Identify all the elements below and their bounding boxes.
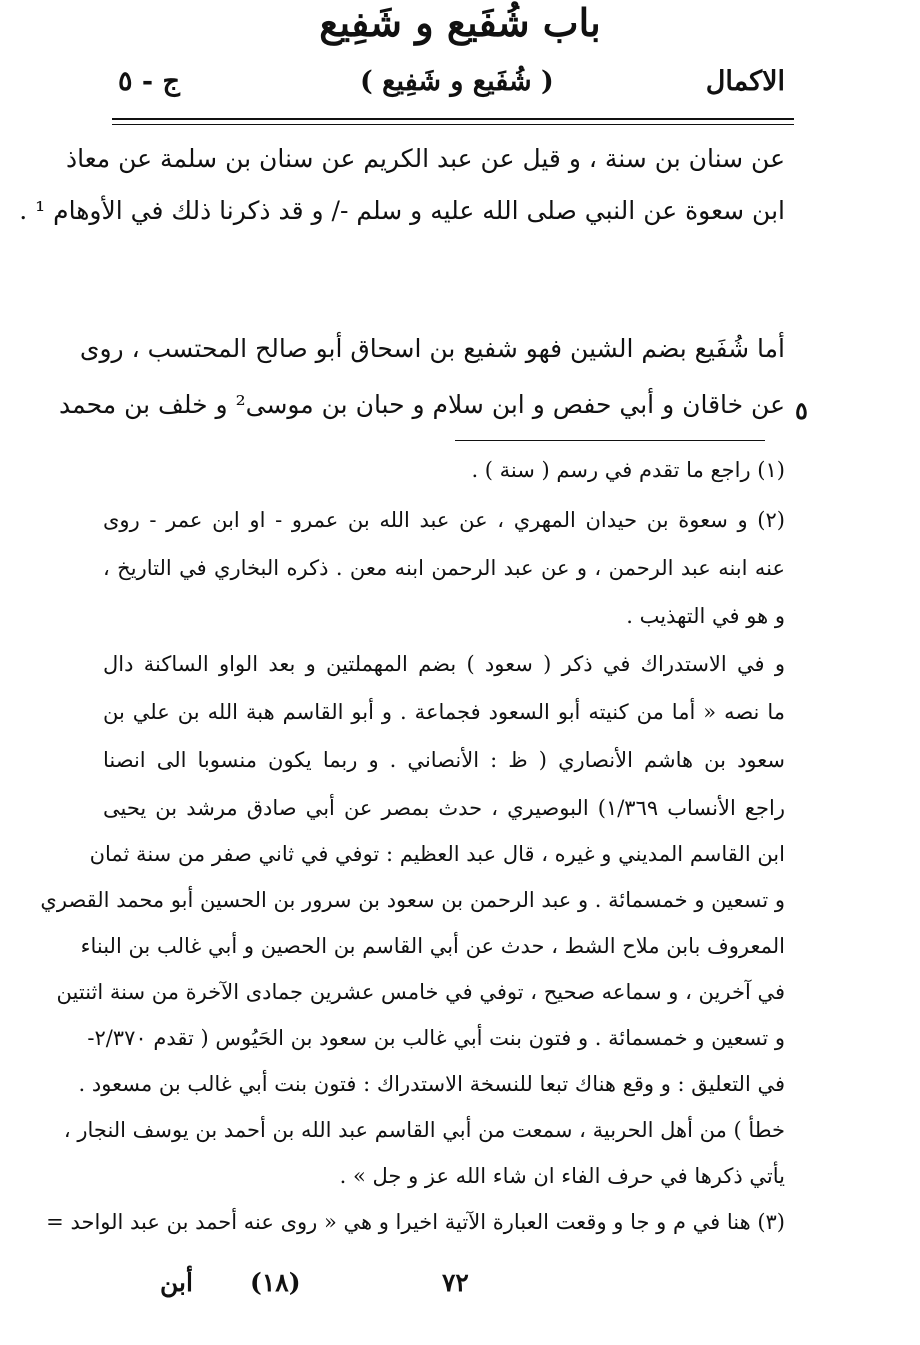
running-header-book-title: الاكمال bbox=[705, 66, 785, 97]
footnote-line: و في الاستدراك في ذكر ( سعود ) بضم المهملتين و بعد الواو الساكنة دال bbox=[103, 652, 785, 676]
footnote-line: (٢) و سعوة بن حيدان المهري ، عن عبد الله بن عمرو - او ابن عمر - روى bbox=[103, 508, 785, 532]
footnote-line: في التعليق : و وقع هناك تبعا للنسخة الاستدراك : فتون بنت أبي غالب بن مسعود . bbox=[78, 1072, 785, 1096]
body-text-line: عن سنان بن سنة ، و قيل عن عبد الكريم عن سنان بن سلمة عن معاذ bbox=[66, 144, 785, 173]
footnote-line: راجع الأنساب ١/٣٦٩) البوصيري ، حدث بمصر عن أبي صادق مرشد بن يحيى bbox=[103, 796, 785, 820]
footnote-line: خطأ ) من أهل الحربية ، سمعت من أبي القاسم عبد الله بن أحمد بن يوسف النجار ، bbox=[63, 1118, 785, 1142]
margin-line-number: ٥ bbox=[795, 396, 808, 425]
footnote-line: و تسعين و خمسمائة . و عبد الرحمن بن سعود بن سرور بن الحسين أبو محمد القصري bbox=[40, 888, 785, 912]
chapter-heading: باب شُفَيع و شَفِيع bbox=[319, 0, 601, 45]
footnote-line: و هو في التهذيب . bbox=[626, 604, 785, 628]
footnote-line: (١) راجع ما تقدم في رسم ( سنة ) . bbox=[471, 458, 785, 482]
footnote-line: (٣) هنا في م و جا و وقعت العبارة الآتية اخيرا و هي « روى عنه أحمد بن عبد الواحد = bbox=[46, 1210, 785, 1234]
body-text-line: ابن سعوة عن النبي صلى الله عليه و سلم -/ و قد ذكرنا ذلك في الأوهام ¹ . bbox=[19, 196, 785, 225]
signature-mark: (١٨) bbox=[250, 1268, 301, 1297]
footnote-line: في آخرين ، و سماعه صحيح ، توفي في خامس عشرين جمادى الآخرة من سنة اثنتين bbox=[56, 980, 785, 1004]
body-text-line: عن خاقان و أبي حفص و ابن سلام و حبان بن موسى² و خلف بن محمد bbox=[59, 390, 785, 419]
footnote-line: يأتي ذكرها في حرف الفاء ان شاء الله عز و جل » . bbox=[339, 1164, 785, 1188]
body-text-line: أما شُفَيع بضم الشين فهو شفيع بن اسحاق أبو صالح المحتسب ، روى bbox=[79, 334, 785, 363]
running-header-volume: ج - ٥ bbox=[118, 66, 180, 97]
page-number: ٧٢ bbox=[442, 1268, 469, 1297]
header-rule-thick bbox=[112, 118, 794, 120]
footnote-separator bbox=[455, 440, 765, 441]
footnote-line: عنه ابنه عبد الرحمن ، و عن عبد الرحمن ابنه معن . ذكره البخاري في التاريخ ، bbox=[103, 556, 785, 580]
header-rule-thin bbox=[112, 124, 794, 125]
footnote-line: ما نصه « أما من كنيته أبو السعود فجماعة . و أبو القاسم هبة الله بن علي بن bbox=[103, 700, 785, 724]
footnote-line: سعود بن هاشم الأنصاري ( ظ : الأنصاني . و ربما يكون منسوبا الى انصنا bbox=[103, 748, 785, 772]
footnote-line: المعروف بابن ملاح الشط ، حدث عن أبي القاسم بن الحصين و أبي غالب بن البناء bbox=[80, 934, 785, 958]
footnote-line: و تسعين و خمسمائة . و فتون بنت أبي غالب بن سعود بن الحَيُوس ( تقدم ٢/٣٧٠- bbox=[87, 1026, 785, 1050]
footnote-line: ابن القاسم المديني و غيره ، قال عبد العظيم : توفي في ثاني صفر من سنة ثمان bbox=[89, 842, 785, 866]
catchword: أبن bbox=[160, 1268, 193, 1297]
running-header-section-title: ( شُفَيع و شَفِيع ) bbox=[360, 66, 554, 97]
